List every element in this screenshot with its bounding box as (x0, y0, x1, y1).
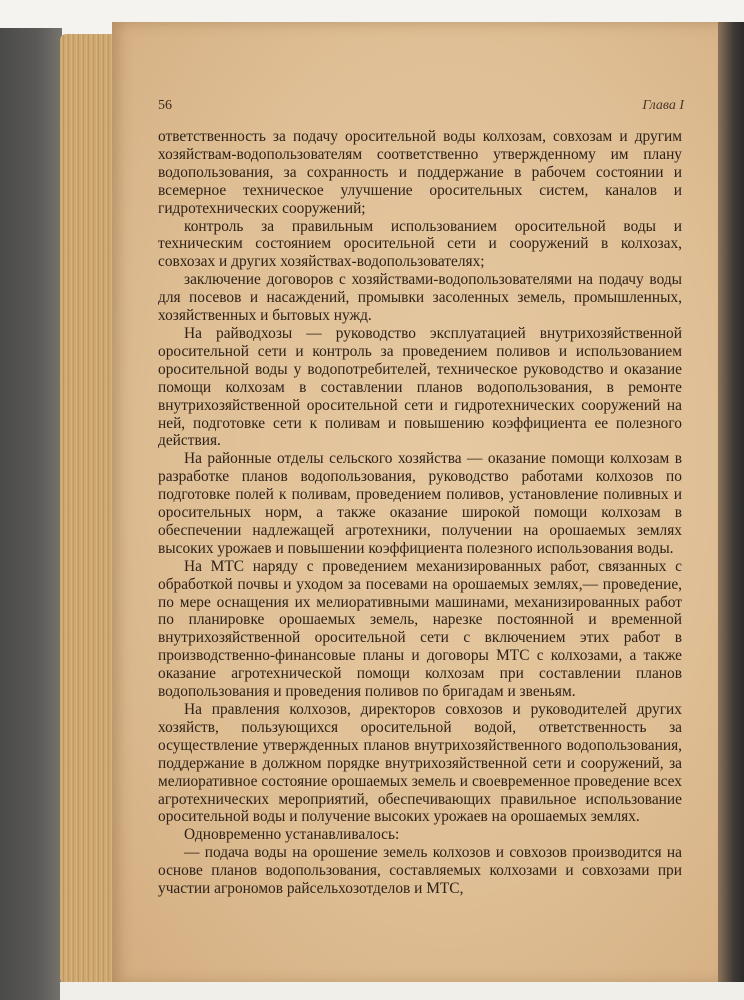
paragraph: — подача воды на орошение земель колхозов и совхозов производится на основе планов водопользования, составляемых колхозами и совхозами при участии агрономов райсельхозотделов и МТС, (158, 844, 682, 898)
paragraph: На районные отделы сельского хозяйства — оказание помощи колхозам в разработке планов водопользования, руководство работами колхозов по подготовке полей к поливам, проведением поливов, установление поливных и оросительных норм, а также оказание широкой помощи колхозам в обеспечении надлежащей агротехники, получении на орошаемых землях высоких урожаев и повышении коэффициента полезного использования воды. (158, 450, 682, 557)
body-text (158, 128, 682, 898)
paragraph: контроль за правильным использованием оросительной воды и техническим состоянием оросительной сети и сооружений в колхозах, совхозах и других хозяйствах-водопользователях; (158, 217, 682, 271)
paragraph: Одновременно устанавливалось: (184, 826, 400, 844)
paragraph: На МТС наряду с проведением механизированных работ, связанных с обработкой почвы и уходом за посевами на орошаемых землях,— проведение, по мере оснащения их мелиоративными машинами, механизированных работ по планировке орошаемых земель, нарезке постоянной и временной внутрихозяйственной оросительной сети с включением этих работ в производственно-финансовые планы и договоры МТС с колхозами, а также оказание агротехнической помощи колхозам при составлении планов водопользования и проведения поливов по бригадам и звеньям. (158, 557, 682, 701)
book-spine-shadow (718, 22, 744, 984)
scanner-shadow-left (0, 28, 62, 1000)
paragraph: заключение договоров с хозяйствами-водопользователями на подачу воды для посевов и насаждений, промывки засоленных земель, промышленных, хозяйственных и бытовых нужд. (158, 271, 682, 325)
page-number: 56 (158, 98, 172, 113)
scan-bottom-margin (60, 982, 744, 1000)
paragraph: На райводхозы — руководство эксплуатацией внутрихозяйственной оросительной сети и контроль за проведением поливов и использованием оросительной воды у водопотребителей, техническое руководство и оказание помощи колхозам в составлении планов водопользования, в ремонте внутрихозяйственной оросительной сети и гидротехнических сооружений на ней, подготовке сети к поливам и повышению коэффициента ее полезного действия. (158, 324, 682, 450)
running-header: Глава I (642, 98, 684, 113)
paragraph: ответственность за подачу оросительной воды колхозам, совхозам и другим хозяйствам-водопользователям соответственно утвержденному им плану водопользования, за сохранность и поддержание в рабочем состоянии и всемерное техническое улучшение оросительных систем, каналов и гидротехнических сооружений; (158, 128, 682, 217)
paragraph: На правления колхозов, директоров совхозов и руководителей других хозяйств, пользующихся оросительной водой, ответственность за осуществление утвержденных планов внутрихозяйственного водопользования, поддержание в должном порядке внутрихозяйственной сети и сооружений, за мелиоративное состояние орошаемых земель и своевременное проведение всех агротехнических мероприятий, обеспечивающих правильное использование оросительной воды и получение высоких урожаев на орошаемых землях. (158, 701, 682, 826)
